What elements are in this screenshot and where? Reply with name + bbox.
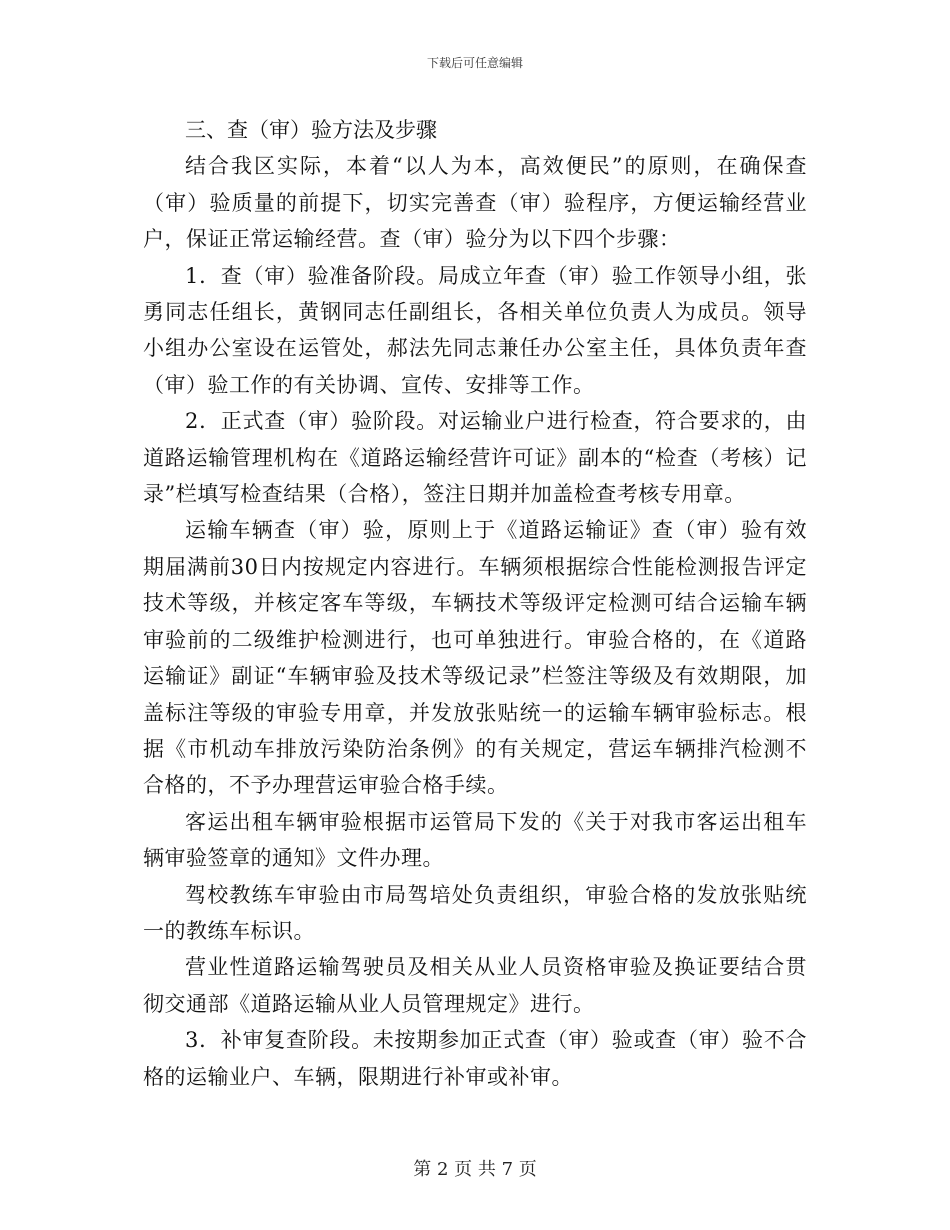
paragraph-step-2: 2．正式查（审）验阶段。对运输业户进行检查，符合要求的，由道路运输管理机构在《道路运输经营许可证》副本的“检查（考核）记录”栏填写检查结果（合格），签注日期并加盖检查考核专用章。	[143, 409, 807, 507]
page-header-note: 下载后可任意编辑	[426, 56, 523, 70]
paragraph-driving-school: 驾校教练车审验由市局驾培处负责组织，审验合格的发放张贴统一的教练车标识。	[143, 882, 807, 943]
paragraph-taxi-inspection: 客运出租车辆审验根据市运管局下发的《关于对我市客运出租车辆审验签章的通知》文件办理。	[143, 809, 807, 871]
paragraph-step-3: 3．补审复查阶段。未按期参加正式查（审）验或查（审）验不合格的运输业户、车辆，限期进行补审或补审。	[143, 1028, 807, 1089]
paragraph-vehicle-inspection: 运输车辆查（审）验，原则上于《道路运输证》查（审）验有效期届满前30日内按规定内容进行。车辆须根据综合性能检测报告评定技术等级，并核定客车等级，车辆技术等级评定检测可结合运输车辆审验前的二级维护检测进行，也可单独进行。审验合格的，在《道路运输证》副证“车辆审验及技术等级记录”栏签注等级及有效期限，加盖标注等级的审验专用章，并发放张贴统一的运输车辆审验标志。根据《市机动车排放污染防治条例》的有关规定，营运车辆排汽检测不合格的，不予办理营运审验合格手续。	[143, 518, 807, 798]
document-body	[143, 112, 807, 1095]
paragraph-driver-qualification: 营业性道路运输驾驶员及相关从业人员资格审验及换证要结合贯彻交通部《道路运输从业人员管理规定》进行。	[143, 955, 807, 1016]
paragraph-intro: 结合我区实际，本着“以人为本，高效便民”的原则，在确保查（审）验质量的前提下，切实完善查（审）验程序，方便运输经营业户，保证正常运输经营。查（审）验分为以下四个步骤：	[143, 154, 807, 252]
paragraph-step-1: 1．查（审）验准备阶段。局成立年查（审）验工作领导小组，张勇同志任组长，黄钢同志任副组长，各相关单位负责人为成员。领导小组办公室设在运管处，郝法先同志兼任办公室主任，具体负责年查（审）验工作的有关协调、宣传、安排等工作。	[143, 263, 807, 397]
section-heading: 三、查（审）验方法及步骤	[185, 118, 437, 142]
page-number: 第 2 页 共 7 页	[413, 1159, 537, 1180]
